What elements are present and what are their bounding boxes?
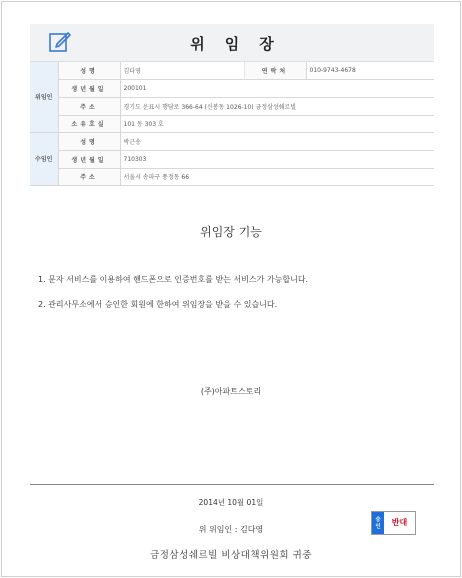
grantee-address-value: 서울시 송파구 풍정동 66 [120, 168, 434, 186]
table-row [30, 115, 434, 133]
stamp-oppose: 반대 [391, 518, 408, 527]
grantor-address-value: 경기도 운표시 행담로 366-64 (신봉동 1026-10) 금정삼성쉐르빌 [120, 97, 434, 115]
party-info-table [30, 62, 434, 186]
table-row [30, 150, 434, 168]
grantor-unit-value: 101 동 303 호 [120, 115, 434, 133]
footer-addressee: 금정삼성쉐르빌 비상대책위원회 귀중 [150, 550, 312, 561]
grantor-name-label: 성명 [58, 62, 120, 80]
grantee-side-label: 수임인 [30, 133, 58, 186]
paragraph-2: 2. 관리사무소에서 승인한 회원에 한하여 위임장을 받을 수 있습니다. [38, 300, 278, 309]
grantee-name-label: 성명 [58, 133, 120, 151]
grantor-side-label: 위임인 [30, 62, 58, 133]
delegation-document [1, 1, 461, 577]
grantee-name-value: 박근송 [120, 133, 434, 151]
table-row [30, 62, 434, 80]
approval-stamp [371, 511, 416, 535]
table-row [30, 133, 434, 151]
grantor-name-value: 김다영 [120, 62, 244, 80]
stamp-approve: 승 인 [372, 512, 384, 534]
signer-line: 위 위임인 : 김다영 [198, 525, 264, 534]
table-row [30, 80, 434, 98]
table-row [30, 97, 434, 115]
grantor-phone-value: 010-9743-4678 [306, 62, 434, 80]
title-bar [30, 24, 434, 62]
document-title: 위임장 [190, 35, 294, 53]
document-date: 2014년 10월 01일 [198, 498, 264, 507]
grantee-birth-value: 710303 [120, 150, 434, 168]
grantor-unit-label: 소유호실 [58, 115, 120, 133]
company-name: (주)아파트스토리 [200, 387, 262, 396]
table-row [30, 168, 434, 186]
grantor-address-label: 주소 [58, 97, 120, 115]
grantor-phone-label: 연락처 [244, 62, 306, 80]
grantor-birth-label: 생년월일 [58, 80, 120, 98]
section-heading: 위임장 기능 [200, 225, 262, 239]
grantee-address-label: 주소 [58, 168, 120, 186]
grantor-birth-value: 200101 [120, 80, 434, 98]
divider [30, 484, 434, 485]
paragraph-1: 1. 문자 서비스를 이용하여 핸드폰으로 인증번호를 받는 서비스가 가능합니다. [38, 275, 309, 284]
grantee-birth-label: 생년월일 [58, 150, 120, 168]
